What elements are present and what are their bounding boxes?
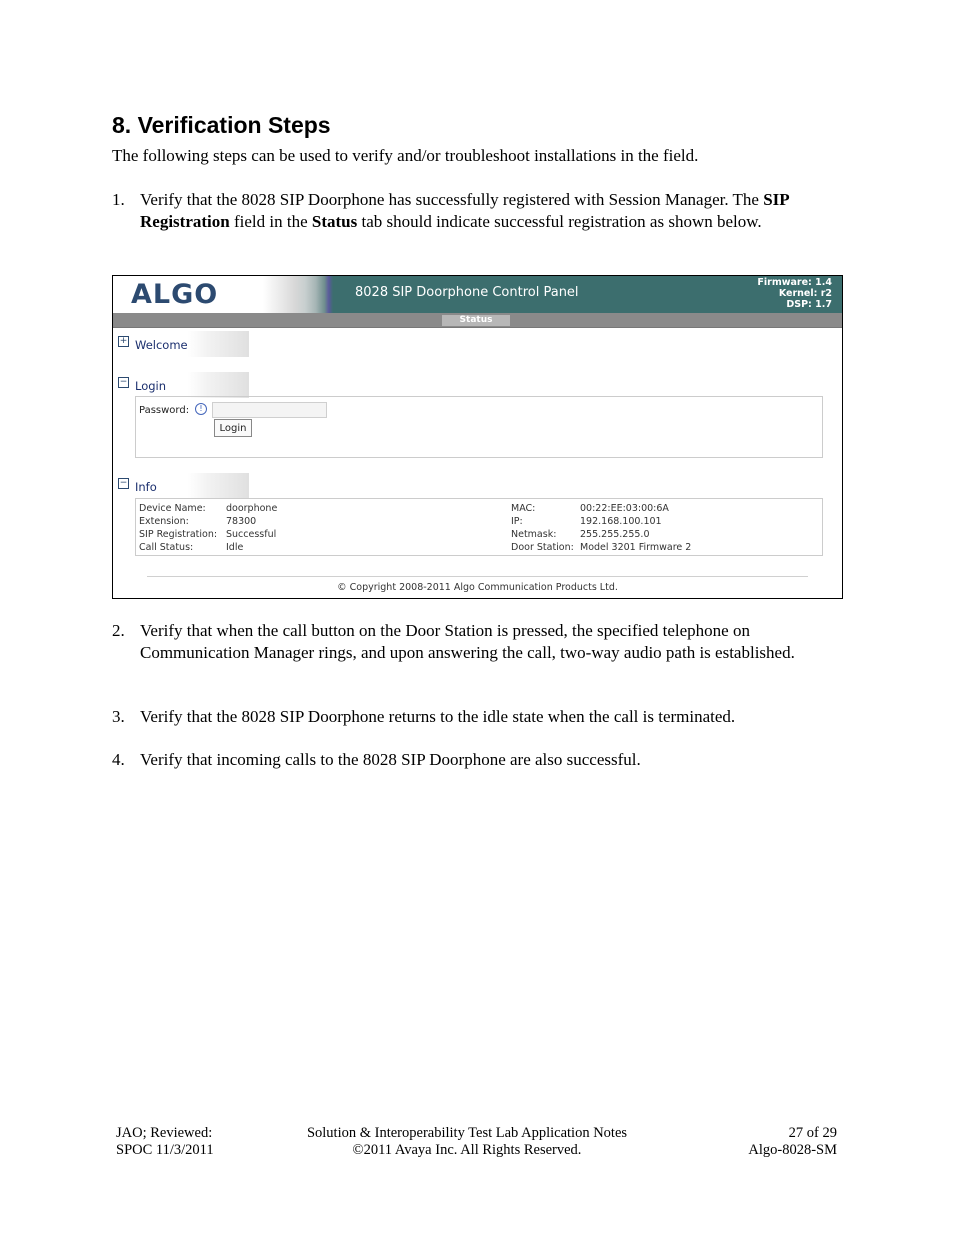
info-value: 192.168.100.101 xyxy=(580,516,662,527)
info-value: doorphone xyxy=(226,503,278,514)
step-4 xyxy=(112,749,837,771)
info-key: MAC: xyxy=(511,503,536,514)
kernel-version: Kernel: r2 xyxy=(778,288,832,299)
step-number: 1. xyxy=(112,190,125,209)
collapse-icon[interactable]: − xyxy=(119,478,128,488)
version-info xyxy=(757,277,832,310)
welcome-label: Welcome xyxy=(135,338,188,352)
login-button[interactable]: Login xyxy=(214,419,252,437)
footer-doc-id: Algo-8028-SM xyxy=(748,1142,837,1158)
login-label: Login xyxy=(135,379,167,393)
info-value: 78300 xyxy=(226,516,257,527)
firmware-version: Firmware: 1.4 xyxy=(757,277,832,288)
step-text-part: field in the xyxy=(229,211,312,231)
password-label: Password: xyxy=(139,405,190,416)
info-key: Door Station: xyxy=(511,542,574,553)
collapse-icon[interactable]: − xyxy=(119,377,128,387)
step-number: 4. xyxy=(112,750,125,769)
info-section-header[interactable] xyxy=(113,473,249,499)
banner-gradient-stripes xyxy=(263,276,333,313)
algo-logo: ALGO xyxy=(131,279,219,310)
step-number: 2. xyxy=(112,621,125,640)
info-key: Call Status: xyxy=(139,542,194,553)
logo-area xyxy=(113,276,263,313)
info-key: SIP Registration: xyxy=(139,529,218,540)
footer-date: SPOC 11/3/2011 xyxy=(116,1142,214,1158)
info-key: Extension: xyxy=(139,516,189,527)
footer-rights: ©2011 Avaya Inc. All Rights Reserved. xyxy=(352,1142,582,1158)
control-panel-screenshot xyxy=(112,275,843,599)
info-value: Idle xyxy=(226,542,244,553)
intro-paragraph: The following steps can be used to verify and/or troubleshoot installations in the field. xyxy=(112,146,699,165)
tab-status[interactable]: Status xyxy=(442,315,510,326)
info-value: Model 3201 Firmware 2 xyxy=(580,542,692,553)
step-number: 3. xyxy=(112,707,125,726)
expand-icon[interactable]: + xyxy=(119,336,128,346)
step-text-part: tab should indicate successful registration as shown below. xyxy=(357,211,762,231)
step-bold-sip-registration: SIP Registration xyxy=(140,190,789,231)
info-key: Netmask: xyxy=(511,529,557,540)
step-text xyxy=(140,189,837,232)
welcome-section-header[interactable] xyxy=(113,331,249,357)
footer-page-number: 27 of 29 xyxy=(788,1125,837,1141)
info-value: 00:22:EE:03:00:6A xyxy=(580,503,669,514)
info-key: IP: xyxy=(511,516,523,527)
info-icon[interactable]: ! xyxy=(195,403,207,415)
step-text: Verify that incoming calls to the 8028 SIP Doorphone are also successful. xyxy=(140,750,641,769)
section-heading: 8. Verification Steps xyxy=(112,112,331,138)
step-text: Verify that the 8028 SIP Doorphone returns to the idle state when the call is terminated. xyxy=(140,707,736,726)
dsp-version: DSP: 1.7 xyxy=(786,299,832,310)
login-section-header[interactable] xyxy=(113,372,249,398)
panel-title: 8028 SIP Doorphone Control Panel xyxy=(355,285,579,300)
panel-copyright: © Copyright 2008-2011 Algo Communication Products Ltd. xyxy=(337,582,618,593)
footer-doc-title: Solution & Interoperability Test Lab Application Notes xyxy=(306,1125,628,1141)
panel-divider xyxy=(147,576,808,577)
footer-author: JAO; Reviewed: xyxy=(116,1125,213,1141)
step-2 xyxy=(112,620,837,663)
step-text: Verify that when the call button on the Door Station is pressed, the specified telephone on Communication Manager rings, and upon answering the call, two-way audio path is established. xyxy=(140,621,795,662)
info-value: 255.255.255.0 xyxy=(580,529,650,540)
info-label: Info xyxy=(135,480,157,494)
info-key: Device Name: xyxy=(139,503,206,514)
footer-left xyxy=(116,1125,214,1159)
tab-bar xyxy=(113,313,842,328)
password-input[interactable] xyxy=(212,402,327,418)
step-1 xyxy=(112,189,837,232)
footer-right xyxy=(748,1125,837,1159)
step-3 xyxy=(112,706,837,728)
info-value: Successful xyxy=(226,529,277,540)
step-bold-status: Status xyxy=(311,211,358,231)
step-text-part: Verify that the 8028 SIP Doorphone has successfully registered with Session Manager. The xyxy=(140,190,764,209)
footer-center xyxy=(280,1125,654,1159)
